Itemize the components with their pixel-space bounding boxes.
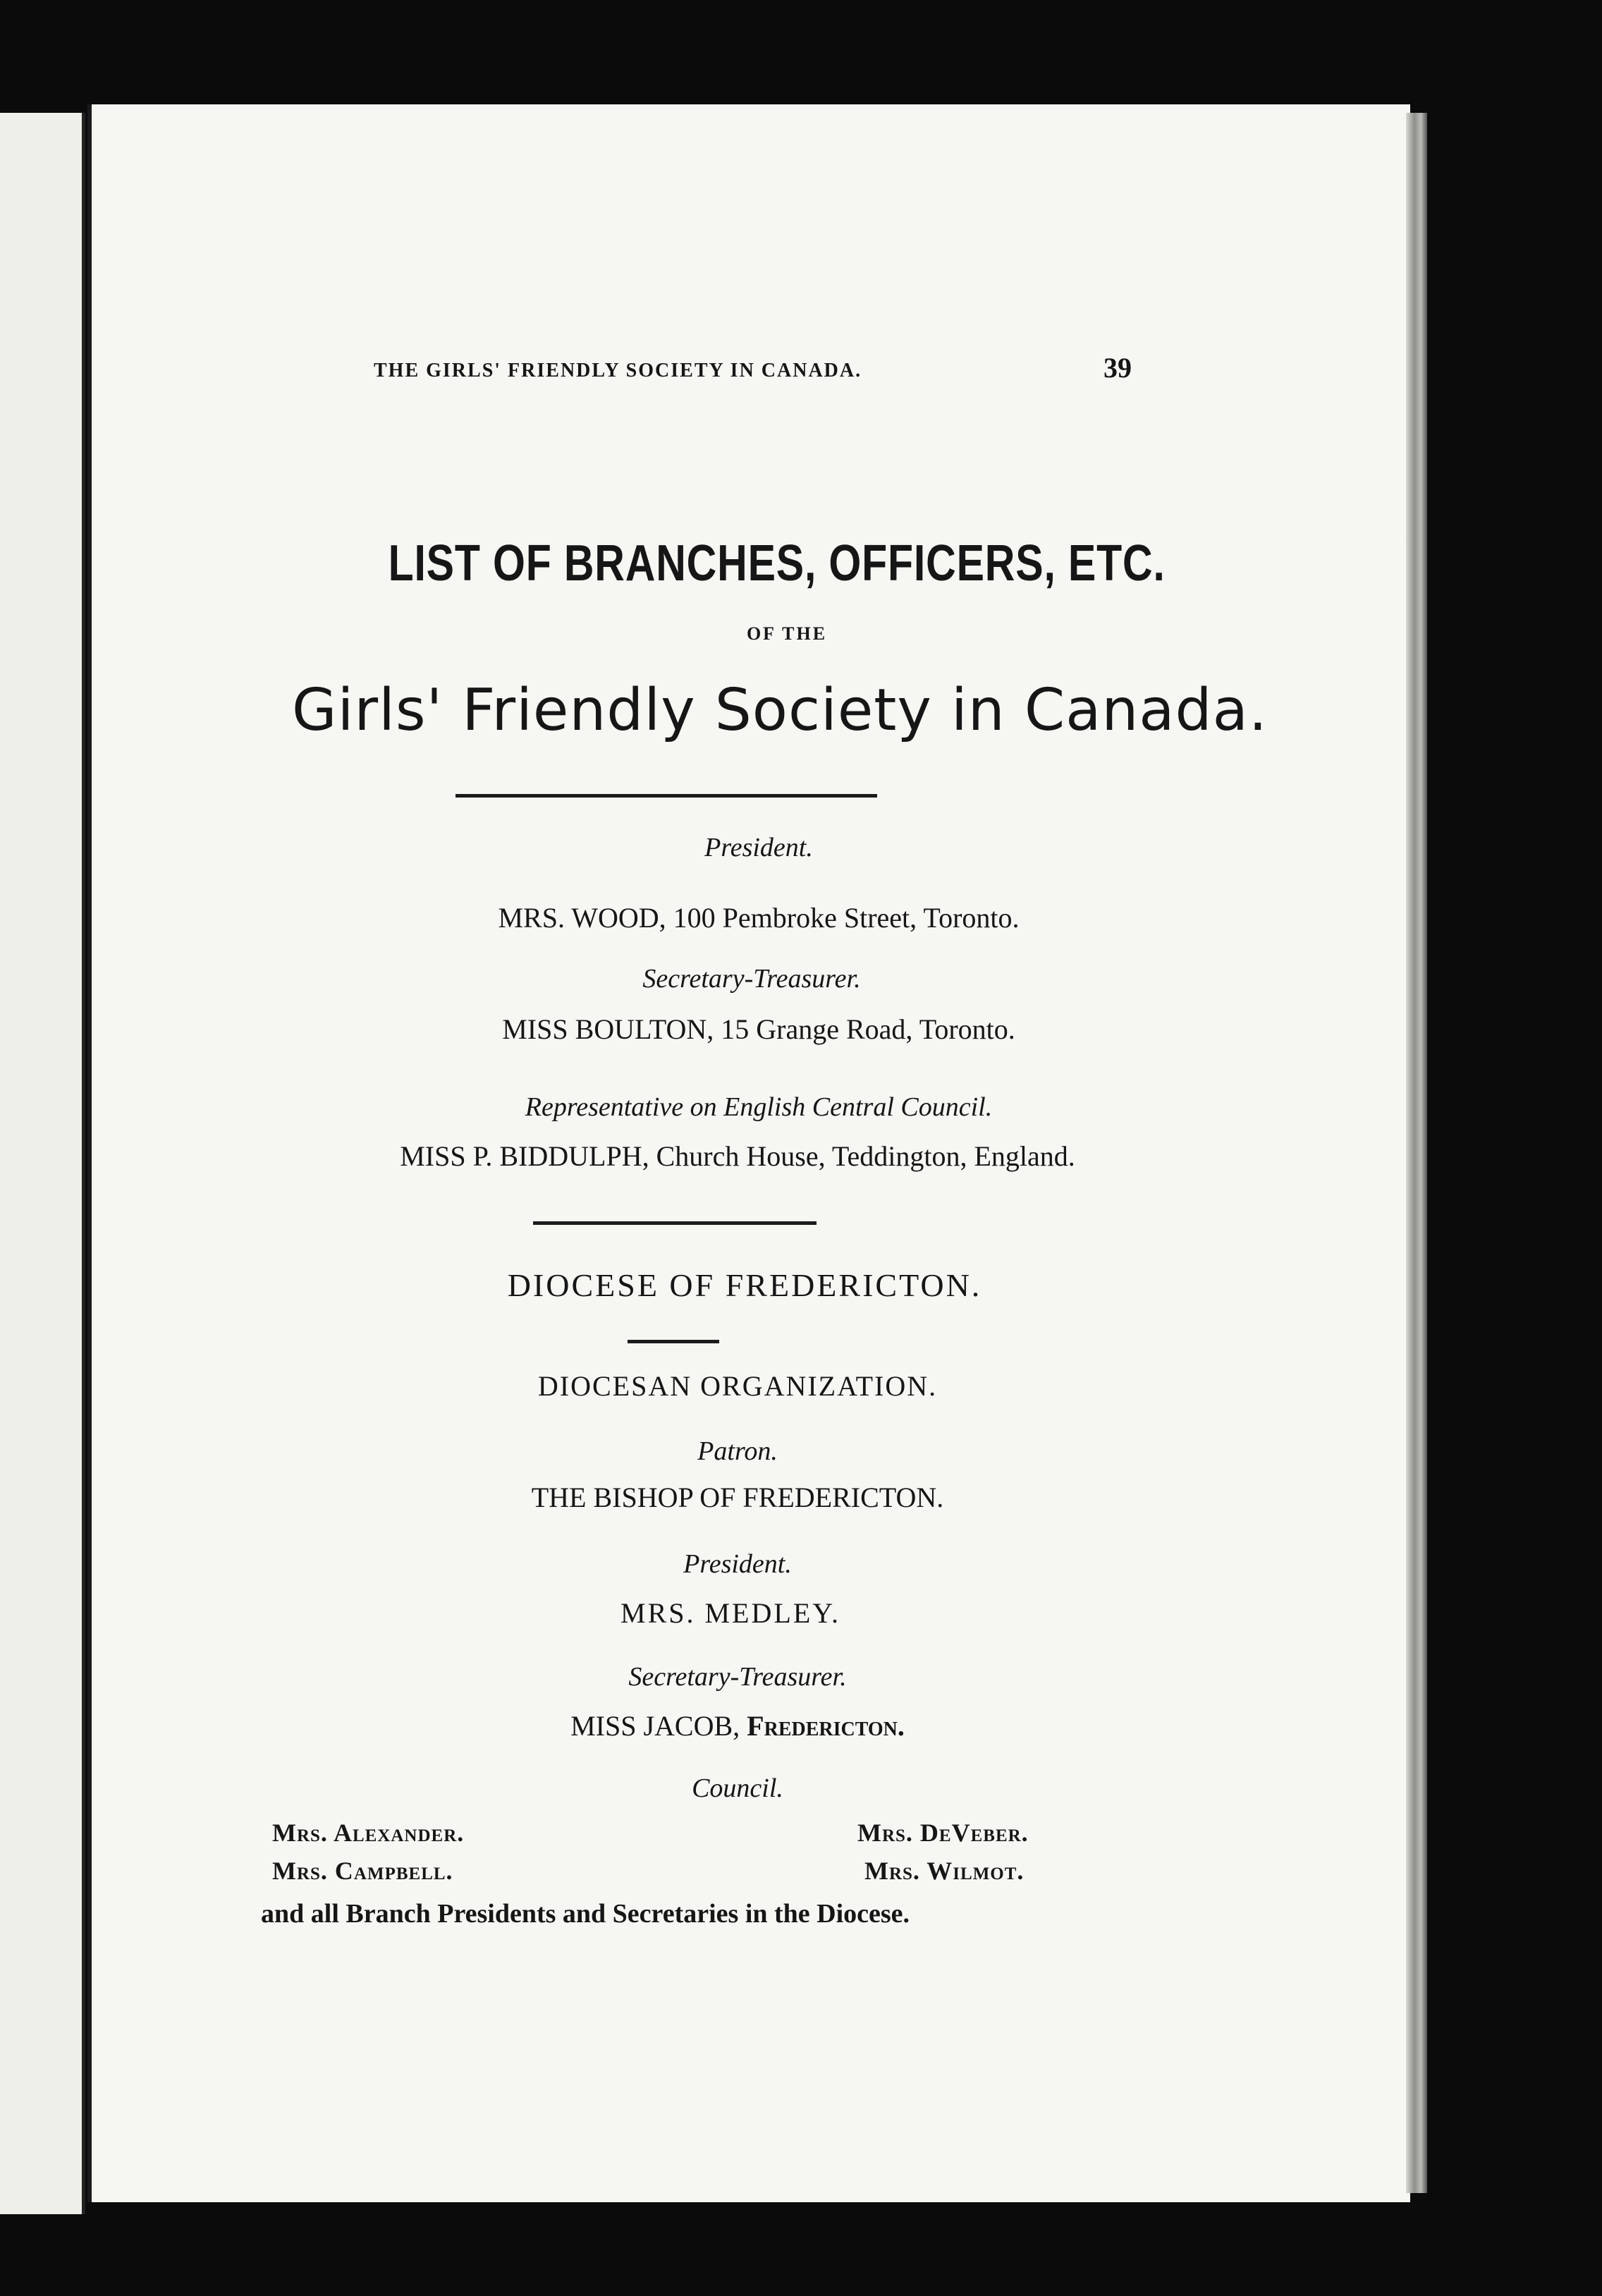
diocesan-president-value: MRS. MEDLEY. bbox=[620, 1597, 840, 1629]
council-member: Mrs. DeVeber. bbox=[857, 1819, 1029, 1847]
diocesan-president-label: President. bbox=[683, 1549, 792, 1579]
council-member: Mrs. Wilmot. bbox=[864, 1857, 1025, 1885]
council-member: Mrs. Alexander. bbox=[272, 1819, 465, 1847]
page-number: 39 bbox=[1103, 352, 1132, 384]
title-connector: OF THE bbox=[746, 623, 828, 644]
council-member: Mrs. Campbell. bbox=[272, 1857, 453, 1885]
section-divider bbox=[533, 1221, 817, 1225]
diocesan-secretary-value bbox=[0, 1709, 1539, 1742]
running-title: THE GIRLS' FRIENDLY SOCIETY IN CANADA. bbox=[374, 360, 862, 381]
closing-note: and all Branch Presidents and Secretaries in the Diocese. bbox=[261, 1899, 910, 1929]
diocesan-organization-heading: DIOCESAN ORGANIZATION. bbox=[537, 1370, 938, 1402]
secretary-label: Secretary-Treasurer. bbox=[642, 964, 861, 994]
patron-value: THE BISHOP OF FREDERICTON. bbox=[531, 1482, 944, 1513]
representative-label: Representative on English Central Council. bbox=[525, 1092, 993, 1122]
diocese-heading: DIOCESE OF FREDERICTON. bbox=[507, 1267, 982, 1303]
secretary-name: MISS JACOB, bbox=[570, 1710, 740, 1742]
society-title: Girls' Friendly Society in Canada. bbox=[292, 677, 1268, 744]
page-title: LIST OF BRANCHES, OFFICERS, ETC. bbox=[388, 535, 1166, 592]
representative-value: MISS P. BIDDULPH, Church House, Teddington, England. bbox=[400, 1140, 1075, 1172]
president-label: President. bbox=[704, 833, 813, 862]
council-label: Council. bbox=[692, 1773, 783, 1803]
short-divider bbox=[628, 1340, 719, 1343]
patron-label: Patron. bbox=[697, 1436, 778, 1466]
title-divider bbox=[455, 794, 877, 798]
president-value: MRS. WOOD, 100 Pembroke Street, Toronto. bbox=[498, 902, 1020, 934]
secretary-place: Fredericton. bbox=[747, 1710, 905, 1742]
diocesan-secretary-label: Secretary-Treasurer. bbox=[628, 1662, 847, 1692]
secretary-value: MISS BOULTON, 15 Grange Road, Toronto. bbox=[502, 1013, 1015, 1045]
